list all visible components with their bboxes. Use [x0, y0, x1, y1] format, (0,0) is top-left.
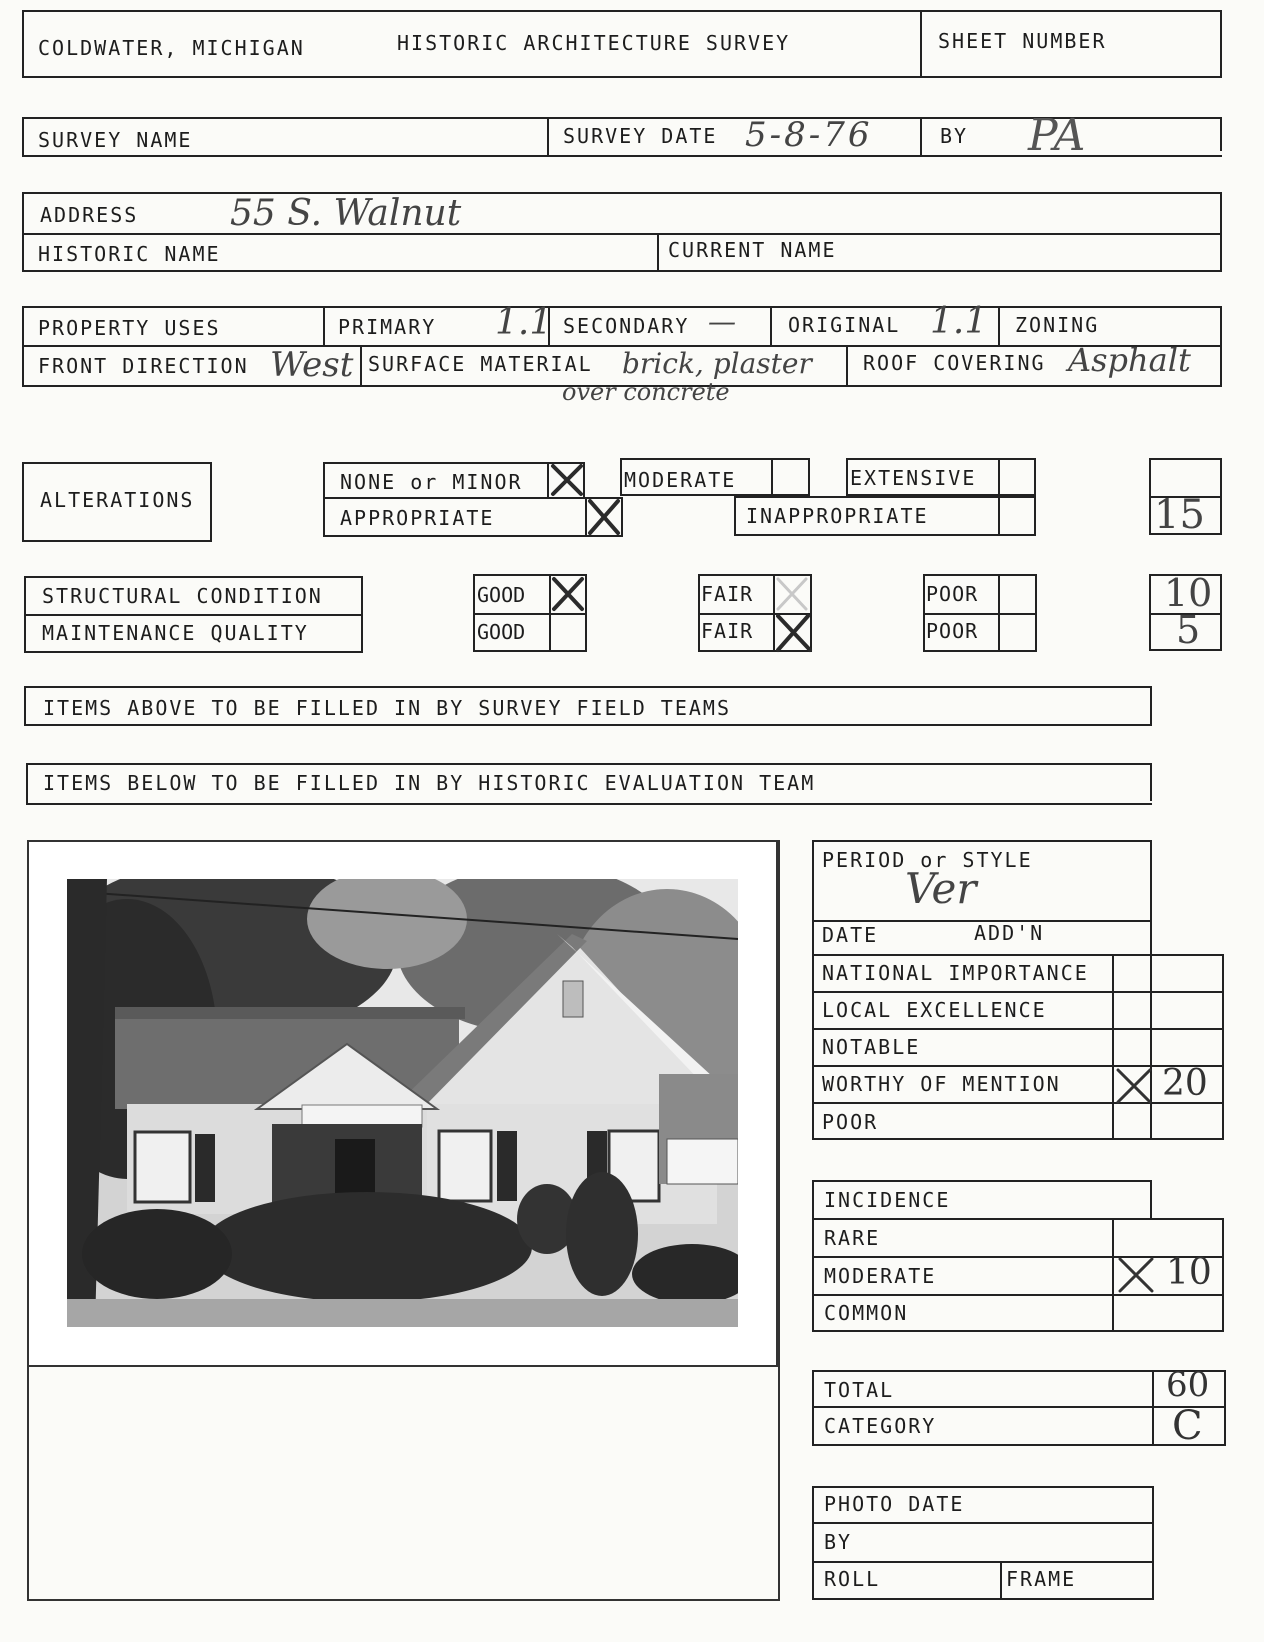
evaluation-row-2	[812, 991, 1224, 993]
survey-row-divider-2	[920, 117, 922, 157]
alterations-label: ALTERATIONS	[40, 488, 195, 512]
zoning-label: ZONING	[1015, 313, 1100, 337]
survey-date-label: SURVEY DATE	[563, 124, 718, 148]
structural-fair-label: FAIR	[701, 582, 754, 606]
survey-row-divider-1	[547, 117, 549, 157]
poor-check-divider	[998, 574, 1000, 652]
current-name-label: CURRENT NAME	[668, 238, 837, 262]
structural-good-label: GOOD	[477, 583, 526, 607]
local-excellence-label: LOCAL EXCELLENCE	[822, 998, 1047, 1022]
incidence-label: INCIDENCE	[824, 1188, 951, 1212]
worthy-of-mention-check-mark	[1112, 1066, 1156, 1106]
maintenance-quality-label: MAINTENANCE QUALITY	[42, 621, 309, 645]
photo-info-row-2	[812, 1561, 1154, 1563]
good-row-divider	[473, 613, 587, 615]
roof-covering-value: Asphalt	[1068, 341, 1191, 379]
structural-condition-label: STRUCTURAL CONDITION	[42, 584, 323, 608]
property-divider-6	[846, 345, 848, 387]
property-divider-5	[360, 345, 362, 387]
primary-label: PRIMARY	[338, 315, 437, 339]
structural-poor-label: POOR	[926, 582, 979, 606]
addn-label: ADD'N	[974, 921, 1045, 945]
evaluation-poor-label: POOR	[822, 1110, 879, 1134]
worthy-of-mention-label: WORTHY OF MENTION	[822, 1072, 1061, 1096]
house-photo	[67, 879, 738, 1327]
survey-row-right-edge	[1220, 117, 1222, 151]
none-minor-check-mark	[549, 462, 585, 498]
extensive-check-divider	[998, 458, 1000, 496]
surface-material-label: SURFACE MATERIAL	[368, 352, 593, 376]
primary-value: 1.1	[495, 302, 553, 343]
property-uses-label: PROPERTY USES	[38, 316, 221, 340]
original-label: ORIGINAL	[788, 313, 901, 337]
alterations-score: 15	[1154, 492, 1205, 538]
evaluation-row-1	[812, 954, 1224, 956]
condition-label-divider	[24, 614, 363, 616]
maintenance-poor-label: POOR	[926, 619, 979, 643]
evaluation-row-3	[812, 1028, 1224, 1030]
survey-title: HISTORIC ARCHITECTURE SURVEY	[397, 31, 791, 55]
appropriate-label: APPROPRIATE	[340, 506, 495, 530]
name-divider	[657, 233, 659, 272]
extensive-label: EXTENSIVE	[850, 466, 977, 490]
header-divider	[920, 10, 922, 78]
photo-info-row-1	[812, 1522, 1154, 1524]
original-value: 1.1	[930, 301, 988, 342]
moderate-check-divider	[771, 458, 773, 496]
structural-good-check-mark	[550, 575, 586, 613]
city-label: COLDWATER, MICHIGAN	[38, 36, 305, 60]
surface-material-value: brick, plaster	[622, 347, 812, 380]
common-label: COMMON	[824, 1301, 909, 1325]
property-divider-1	[323, 306, 325, 346]
evaluation-score-box	[1112, 954, 1224, 1140]
moderate-label: MODERATE	[624, 468, 737, 492]
incidence-row-2	[812, 1294, 1224, 1296]
incidence-score: 10	[1166, 1252, 1212, 1293]
photo-date-label: PHOTO DATE	[824, 1492, 965, 1516]
incidence-row-1	[812, 1256, 1224, 1258]
field-teams-note-right-edge	[1150, 686, 1152, 726]
totals-row-divider	[812, 1406, 1226, 1408]
national-importance-label: NATIONAL IMPORTANCE	[822, 961, 1089, 985]
address-row-divider	[22, 233, 1222, 235]
maintenance-good-label: GOOD	[477, 620, 526, 644]
totals-score-divider	[1152, 1370, 1154, 1446]
period-or-style-label: PERIOD or STYLE	[822, 848, 1033, 872]
frame-label: FRAME	[1006, 1567, 1077, 1591]
category-value: C	[1172, 1403, 1203, 1449]
structural-score: 10	[1164, 571, 1213, 615]
property-divider-4	[998, 306, 1000, 346]
secondary-value: —	[708, 305, 736, 338]
secondary-label: SECONDARY	[563, 314, 690, 338]
maintenance-fair-check-mark	[774, 612, 814, 654]
rare-label: RARE	[824, 1226, 881, 1250]
evaluation-team-note: ITEMS BELOW TO BE FILLED IN BY HISTORIC EVALUATION TEAM	[43, 771, 816, 795]
front-direction-value: West	[270, 345, 354, 385]
evaluation-score-divider	[1112, 954, 1114, 1140]
by-value: PA	[1028, 110, 1086, 161]
photo-by-label: BY	[824, 1530, 853, 1554]
roof-covering-label: ROOF COVERING	[863, 351, 1046, 375]
evaluation-box	[812, 920, 1152, 1140]
total-value: 60	[1166, 1365, 1210, 1405]
inappropriate-label: INAPPROPRIATE	[746, 504, 929, 528]
property-divider-3	[770, 306, 772, 346]
structural-fair-erased-mark	[774, 575, 810, 613]
notable-label: NOTABLE	[822, 1035, 921, 1059]
survey-name-label: SURVEY NAME	[38, 128, 193, 152]
surface-material-value-2: over concrete	[562, 378, 730, 406]
incidence-moderate-label: MODERATE	[824, 1264, 937, 1288]
evaluation-team-note-right-edge	[1150, 763, 1152, 801]
importance-score: 20	[1162, 1063, 1208, 1104]
by-label: BY	[940, 124, 969, 148]
none-or-minor-label: NONE or MINOR	[340, 470, 523, 494]
total-label: TOTAL	[824, 1378, 895, 1402]
incidence-moderate-check-mark	[1114, 1255, 1158, 1295]
poor-row-divider	[923, 613, 1037, 615]
roll-label: ROLL	[824, 1567, 881, 1591]
maintenance-fair-label: FAIR	[701, 619, 754, 643]
category-label: CATEGORY	[824, 1414, 937, 1438]
sheet-number-label: SHEET NUMBER	[938, 29, 1107, 53]
address-value: 55 S. Walnut	[230, 193, 462, 234]
date-label: DATE	[822, 923, 879, 947]
address-label: ADDRESS	[40, 203, 139, 227]
roll-frame-divider	[1000, 1561, 1002, 1600]
historic-name-label: HISTORIC NAME	[38, 242, 221, 266]
front-direction-label: FRONT DIRECTION	[38, 354, 249, 378]
maintenance-score: 5	[1176, 608, 1201, 652]
period-or-style-value: Ver	[905, 864, 977, 913]
survey-date-value: 5-8-76	[745, 115, 873, 155]
appropriate-check-mark	[586, 497, 622, 537]
field-teams-note: ITEMS ABOVE TO BE FILLED IN BY SURVEY FIELD TEAMS	[43, 696, 732, 720]
inappropriate-check-divider	[998, 496, 1000, 536]
